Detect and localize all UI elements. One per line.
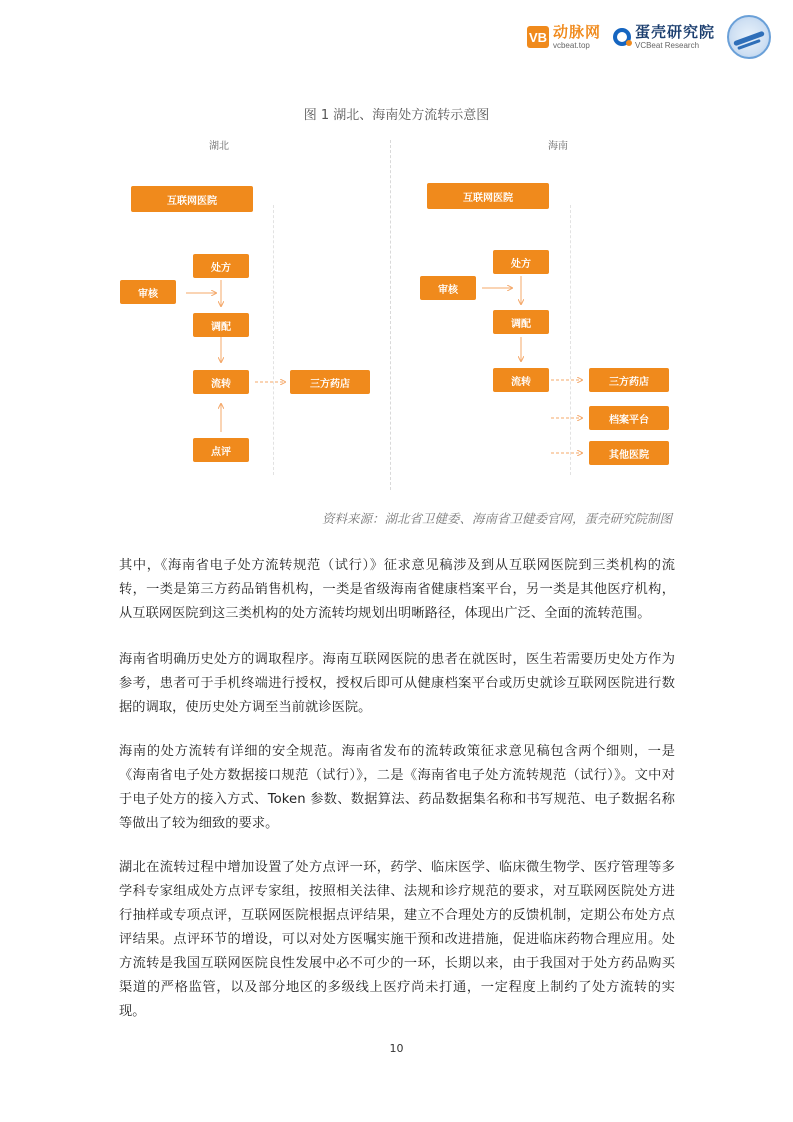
right-panel-label: 海南 <box>548 141 568 152</box>
vcbeat-logo-en: vcbeat.top <box>552 40 590 50</box>
research-logo-cn: 蛋壳研究院 <box>634 22 715 41</box>
figure-title: 图 1 湖北、海南处方流转示意图 <box>303 108 490 123</box>
node-pharmacy-right: 三方药店 <box>589 368 669 392</box>
research-logo-en: VCBeat Research <box>634 40 700 50</box>
page-number: 10 <box>389 1042 404 1055</box>
node-dispense-right: 调配 <box>493 310 549 334</box>
vcbeat-logo-cn: 动脉网 <box>552 22 601 41</box>
paragraph-4: 湖北在流转过程中增加设置了处方点评一环，药学、临床医学、临床微生物学、医疗管理等多学科专家组成处方点评专家组，按照相关法律、法规和诊疗规范的要求，对互联网医院处方进行抽样或专项点评，互联网医院根据点评结果，建立不合理处方的反馈机制，定期公布处方点评结果。点评环节的增设，可以对处方医嘱实施干预和改进措施，促进临床药物合理应用。处方流转是我国互联网医院良性发展中必不可少的一环，长期以来，由于我国对于处方药品购买渠道的严格监管，以及部分地区的多级线上医疗尚未打通，一定程度上制约了处方流转的实现。 <box>119 860 675 1019</box>
node-transfer-left: 流转 <box>193 370 249 394</box>
node-review-right: 审核 <box>420 276 476 300</box>
paragraph-2: 海南省明确历史处方的调取程序。海南互联网医院的患者在就医时，医生若需要历史处方作为参考，患者可于手机终端进行授权，授权后即可从健康档案平台或历史就诊互联网医院进行数据的调取，使历史处方调至当前就诊医院。 <box>119 652 675 715</box>
paragraph-3: 海南的处方流转有详细的安全规范。海南省发布的流转政策征求意见稿包含两个细则，一是《海南省电子处方数据接口规范（试行）》，二是《海南省电子处方流转规范（试行）》。文中对于电子处方的接入方式、Token 参数、数据算法、药品数据集名称和书写规范、电子数据名称等做出了较为细致的要求。 <box>119 744 675 831</box>
figure-source: 资料来源：湖北省卫健委、海南省卫健委官网，蛋壳研究院制图 <box>321 511 672 526</box>
node-prescription-right: 处方 <box>493 250 549 274</box>
node-transfer-right: 流转 <box>493 368 549 392</box>
node-archive-platform-right: 档案平台 <box>589 406 669 430</box>
node-dispense-left: 调配 <box>193 313 249 337</box>
left-panel-label: 湖北 <box>209 141 229 152</box>
node-pharmacy-left: 三方药店 <box>290 370 370 394</box>
node-prescription-left: 处方 <box>193 254 249 278</box>
vcbeat-logo-icon: VB <box>527 26 549 48</box>
node-review-left: 审核 <box>120 280 176 304</box>
paragraph-1: 其中，《海南省电子处方流转规范（试行）》征求意见稿涉及到从互联网医院到三类机构的流转，一类是第三方药品销售机构，一类是省级海南省健康档案平台，另一类是其他医疗机构，从互联网医院到这三类机构的处方流转均规划出明晰路径，体现出广泛、全面的流转范围。 <box>119 558 675 621</box>
node-other-hospital-right: 其他医院 <box>589 441 669 465</box>
node-evaluation-left: 点评 <box>193 438 249 462</box>
node-internet-hospital-left: 互联网医院 <box>131 186 253 212</box>
node-internet-hospital-right: 互联网医院 <box>427 183 549 209</box>
